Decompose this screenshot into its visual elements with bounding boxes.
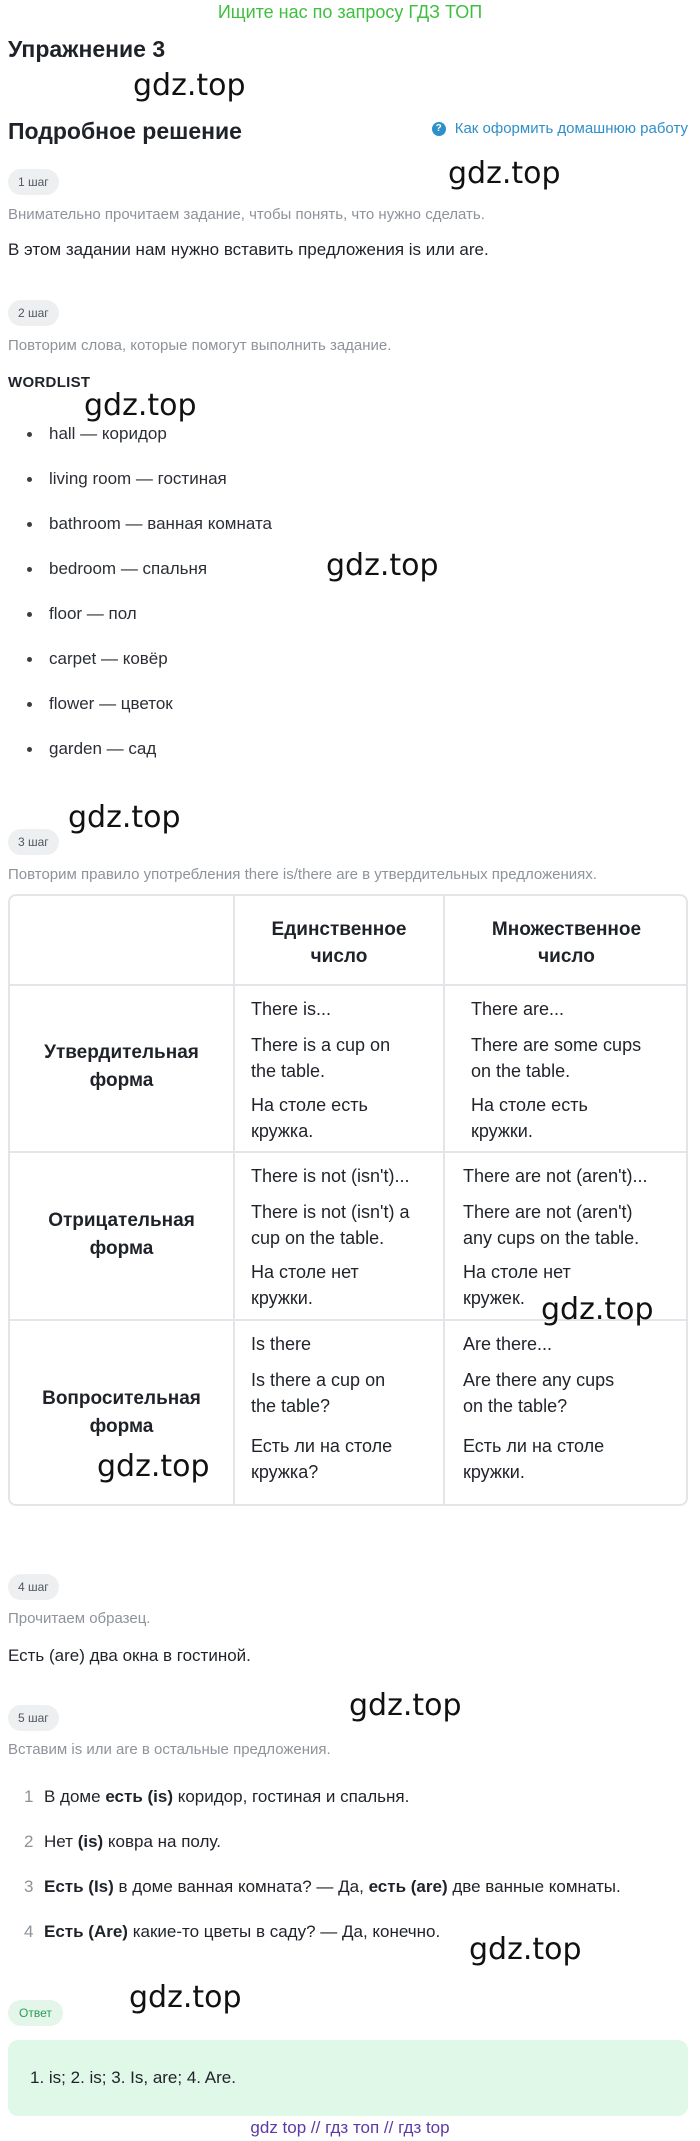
table-cell: There are not (aren't)... [463, 1166, 648, 1186]
watermark: gdz.top [129, 1980, 242, 2015]
homework-help-link[interactable] [432, 120, 688, 137]
table-cell: There is not (isn't) a [251, 1202, 410, 1222]
step-hint: Прочитаем образец. [8, 1610, 151, 1627]
watermark: gdz.top [448, 156, 561, 191]
table-cell: кружки. [463, 1462, 525, 1482]
bullet-icon [27, 747, 32, 752]
watermark: gdz.top [133, 68, 246, 103]
watermark: gdz.top [68, 800, 181, 835]
step-pill: 4 шаг [8, 1574, 59, 1600]
homework-help-label: Как оформить домашнюю работу [454, 120, 688, 137]
table-cell: on the table? [463, 1396, 568, 1416]
table-cell: cup on the table. [251, 1228, 385, 1248]
table-cell: кружки. [471, 1121, 533, 1141]
bullet-icon [27, 432, 32, 437]
footer-links[interactable]: gdz top // гдз топ // гдз top [250, 2118, 450, 2137]
watermark: gdz.top [541, 1292, 654, 1327]
table-cell: кружки. [251, 1288, 313, 1308]
table-cell: Are there... [463, 1334, 553, 1354]
column-head-plural: Множественное число [491, 919, 642, 967]
step-hint: Вставим is или are в остальные предложения. [8, 1741, 331, 1758]
column-head-singular: Единственное число [271, 919, 407, 967]
bullet-icon [27, 657, 32, 662]
table-cell: Есть ли на столе [463, 1436, 605, 1456]
answer-label: Ответ [8, 2000, 63, 2026]
table-cell: На столе нет [463, 1262, 571, 1282]
table-cell: Is there [251, 1334, 312, 1354]
watermark: gdz.top [97, 1449, 210, 1484]
answer-box [8, 2040, 688, 2116]
watermark: gdz.top [326, 548, 439, 583]
question-icon: ? [432, 122, 446, 136]
bullet-icon [27, 612, 32, 617]
table-cell: кружка. [251, 1121, 314, 1141]
row-head-question: Вопросительная форма [42, 1388, 201, 1437]
table-cell: Is there a cup on [251, 1370, 386, 1390]
table-cell: There is not (isn't)... [251, 1166, 410, 1186]
table-cell: There is... [251, 999, 332, 1019]
watermark: gdz.top [84, 388, 197, 423]
row-head-negative: Отрицательная форма [48, 1210, 195, 1259]
table-cell: There are some cups [471, 1035, 642, 1055]
step-pill: 1 шаг [8, 169, 59, 195]
bullet-icon [27, 567, 32, 572]
step-pill: 2 шаг [8, 300, 59, 326]
table-cell: Are there any cups [463, 1370, 615, 1390]
table-cell: There is a cup on [251, 1035, 391, 1055]
table-cell: the table? [251, 1396, 331, 1416]
top-banner[interactable]: Ищите нас по запросу ГДЗ ТОП [217, 2, 483, 22]
bullet-icon [27, 702, 32, 707]
table-cell: кружек. [463, 1288, 525, 1308]
step-hint: Повторим слова, которые помогут выполнить задание. [8, 337, 392, 354]
row-head-affirmative: Утвердительная форма [44, 1042, 199, 1091]
wordlist-heading: WORDLIST [8, 374, 91, 391]
step-pill: 5 шаг [8, 1705, 59, 1731]
table-cell: any cups on the table. [463, 1228, 640, 1248]
watermark: gdz.top [349, 1688, 462, 1723]
table-cell: кружка? [251, 1462, 319, 1482]
answer-text: 1. is; 2. is; 3. Is, are; 4. Are. [30, 2068, 236, 2087]
step-text: Есть (are) два окна в гостиной. [8, 1646, 251, 1665]
step-pill: 3 шаг [8, 829, 59, 855]
table-cell: На столе нет [251, 1262, 359, 1282]
watermark: gdz.top [469, 1932, 582, 1967]
step-text: В этом задании нам нужно вставить предложения is или are. [8, 240, 489, 259]
table-cell: on the table. [471, 1061, 571, 1081]
table-cell: There are... [471, 999, 565, 1019]
step-hint: Повторим правило употребления there is/there are в утвердительных предложениях. [8, 866, 597, 883]
bullet-icon [27, 477, 32, 482]
section-title: Подробное решение [8, 118, 242, 144]
table-cell: There are not (aren't) [463, 1202, 633, 1222]
bullet-icon [27, 522, 32, 527]
step-hint: Внимательно прочитаем задание, чтобы понять, что нужно сделать. [8, 206, 485, 223]
table-cell: Есть ли на столе [251, 1436, 393, 1456]
table-cell: the table. [251, 1061, 326, 1081]
rule-table [8, 894, 688, 1506]
exercise-title: Упражнение 3 [8, 36, 166, 62]
table-cell: На столе есть [471, 1095, 588, 1115]
table-cell: На столе есть [251, 1095, 368, 1115]
